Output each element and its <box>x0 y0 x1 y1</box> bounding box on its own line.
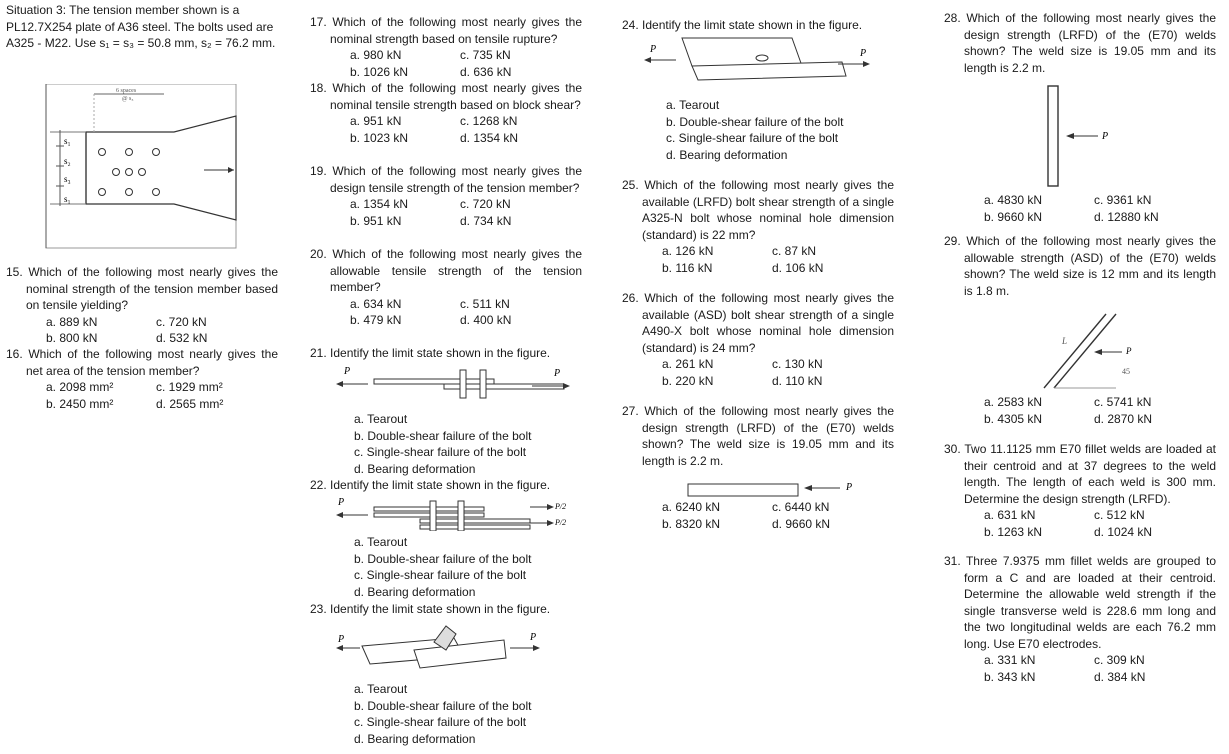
choice-c[interactable]: c. Single-shear failure of the bolt <box>354 568 527 582</box>
load-label: P <box>1126 346 1132 356</box>
length-label: L <box>1062 336 1068 346</box>
question-stem: 16. Which of the following most nearly gives the net area of the tension member? <box>6 347 278 378</box>
choice-a[interactable]: a. 6240 kN <box>662 500 721 514</box>
load-label-left: P <box>344 366 351 377</box>
choice-a[interactable]: a. 951 kN <box>350 114 402 128</box>
question-stem: 21. Identify the limit state shown in the figure. <box>310 346 551 360</box>
choice-a[interactable]: a. 261 kN <box>662 357 714 371</box>
question-27 <box>622 403 894 469</box>
load-label-right: P <box>530 632 537 643</box>
choice-d[interactable]: d. 532 kN <box>156 331 208 345</box>
choices <box>944 507 1216 540</box>
choice-b[interactable]: b. 9660 kN <box>984 209 1043 224</box>
question-30 <box>944 441 1216 540</box>
question-stem: 24. Identify the limit state shown in the figure. <box>622 18 863 32</box>
question-stem: 20. Which of the following most nearly gives the allowable tensile strength of the tension member? <box>310 247 582 294</box>
question-stem: 22. Identify the limit state shown in the figure. <box>310 478 551 492</box>
choices <box>944 652 1216 685</box>
choices <box>310 196 582 229</box>
choice-b[interactable]: b. 2450 mm² <box>46 396 114 411</box>
choice-c[interactable]: c. 735 kN <box>460 48 511 62</box>
choice-d[interactable]: d. 1024 kN <box>1094 524 1153 539</box>
question-17 <box>310 14 582 80</box>
choice-c[interactable]: c. 6440 kN <box>772 500 830 514</box>
question-16 <box>6 346 278 412</box>
choice-c[interactable]: c. 720 kN <box>156 314 207 329</box>
choice-c[interactable]: c. 9361 kN <box>1094 193 1152 207</box>
inclined-weld-figure <box>1032 308 1152 392</box>
s3-label: s₃ <box>64 174 71 184</box>
lap-joint-figure <box>334 362 574 408</box>
choice-d[interactable]: d. 106 kN <box>772 260 824 275</box>
question-21 <box>310 345 582 362</box>
choices <box>310 47 582 80</box>
load-label-left: P <box>338 497 345 508</box>
choice-c[interactable]: c. 1929 mm² <box>156 380 223 394</box>
choice-c[interactable]: c. Single-shear failure of the bolt <box>354 445 527 459</box>
question-stem: 19. Which of the following most nearly gives the design tensile strength of the tension member? <box>310 164 582 195</box>
load-label: P <box>846 482 853 493</box>
choices <box>310 113 582 146</box>
choice-c[interactable]: c. 1268 kN <box>460 114 518 128</box>
question-stem: 30. Two 11.1125 mm E70 fillet welds are loaded at their centroid and at 37 degrees to the weld length. The length of each weld is 300 mm. Determine the design strength (LRFD). <box>944 442 1216 506</box>
question-15 <box>6 264 278 347</box>
question-23 <box>310 601 582 618</box>
question-25 <box>622 177 894 276</box>
choice-b[interactable]: b. 8320 kN <box>662 516 721 531</box>
question-stem: 15. Which of the following most nearly gives the nominal strength of the tension member based on tensile yielding? <box>6 265 278 312</box>
choice-d[interactable]: d. 9660 kN <box>772 516 831 531</box>
choice-d[interactable]: d. 2870 kN <box>1094 411 1153 426</box>
choice-d[interactable]: d. 12880 kN <box>1094 209 1159 224</box>
question-22 <box>310 477 582 494</box>
choice-a[interactable]: a. 631 kN <box>984 508 1036 522</box>
choice-c[interactable]: c. 5741 kN <box>1094 395 1152 409</box>
load-label-left: P <box>338 634 345 645</box>
question-stem: 25. Which of the following most nearly gives the available (LRFD) bolt shear strength of a single A325-N bolt whose nominal hole dimension (standard) is 22 mm? <box>622 178 894 242</box>
choice-b[interactable]: b. Double-shear failure of the bolt <box>354 698 532 713</box>
choice-b[interactable]: b. 220 kN <box>662 373 714 388</box>
choices <box>622 356 894 389</box>
choice-a[interactable]: a. 1354 kN <box>350 197 409 211</box>
choice-b[interactable]: b. 343 kN <box>984 669 1036 684</box>
choice-d[interactable]: d. Bearing deformation <box>354 731 476 746</box>
choice-d[interactable]: d. 636 kN <box>460 64 512 79</box>
choices-22 <box>310 534 582 600</box>
choice-c[interactable]: c. 309 kN <box>1094 653 1145 667</box>
choices-23 <box>310 681 582 747</box>
choice-c[interactable]: c. 511 kN <box>460 296 510 311</box>
choice-a[interactable]: a. 634 kN <box>350 296 402 311</box>
angle-label: 45 <box>1122 367 1130 376</box>
question-stem: 27. Which of the following most nearly gives the design strength (LRFD) of the (E70) welds shown? The weld size is 19.05 mm and its length is 2.2 m. <box>622 404 894 468</box>
load-label-right: P <box>554 368 561 379</box>
choice-a[interactable]: a. 126 kN <box>662 244 714 258</box>
choices <box>944 394 1216 427</box>
question-stem: 18. Which of the following most nearly gives the nominal tensile strength based on block shear? <box>310 81 582 112</box>
choice-a[interactable]: a. Tearout <box>354 535 408 549</box>
spaces-label: 6 spaces <box>116 88 137 94</box>
half-load-label-top: P/2 <box>555 502 567 511</box>
choice-a[interactable]: a. 4830 kN <box>984 193 1043 207</box>
choices <box>622 499 894 532</box>
choice-c[interactable]: c. 130 kN <box>772 357 823 371</box>
choice-d[interactable]: d. 734 kN <box>460 213 512 228</box>
choice-d[interactable]: d. 2565 mm² <box>156 396 224 411</box>
load-label-left: P <box>650 44 657 55</box>
choice-a[interactable]: a. Tearout <box>354 682 408 696</box>
question-29 <box>944 233 1216 299</box>
choice-c[interactable]: c. Single-shear failure of the bolt <box>354 715 527 729</box>
choice-a[interactable]: a. 331 kN <box>984 653 1036 667</box>
choice-b[interactable]: b. 116 kN <box>662 260 713 275</box>
s1-label-bottom: s₁ <box>64 194 71 204</box>
question-26 <box>622 290 894 389</box>
choice-b[interactable]: b. Double-shear failure of the bolt <box>354 428 532 443</box>
question-stem: 31. Three 7.9375 mm fillet welds are grouped to form a C and are loaded at their centroid. Determine the allowable weld strength if the single transverse weld is 228.6 mm long and the two longitudinal welds are each 76.2 mm long. Use E70 electrodes. <box>944 554 1216 651</box>
question-31 <box>944 553 1216 685</box>
choice-d[interactable]: d. 110 kN <box>772 373 823 388</box>
choices-24 <box>622 97 894 163</box>
choice-c[interactable]: c. 512 kN <box>1094 508 1145 522</box>
question-27-choices <box>622 499 894 532</box>
tension-member-figure <box>14 84 276 252</box>
choice-c[interactable]: c. 720 kN <box>460 197 511 211</box>
choices <box>6 379 278 412</box>
choice-b[interactable]: b. 1023 kN <box>350 130 409 145</box>
choice-a[interactable]: a. 980 kN <box>350 48 402 62</box>
choice-a[interactable]: a. Tearout <box>354 412 408 426</box>
choice-d[interactable]: d. 384 kN <box>1094 669 1146 684</box>
question-19 <box>310 163 582 229</box>
choice-b[interactable]: b. 4305 kN <box>984 411 1043 426</box>
load-label-right: P <box>860 48 867 59</box>
choice-c[interactable]: c. 87 kN <box>772 244 817 258</box>
question-stem: 29. Which of the following most nearly gives the allowable strength (ASD) of the (E70) welds shown? The weld size is 12 mm and its length is 1.8 m. <box>944 234 1216 298</box>
choice-d[interactable]: d. 400 kN <box>460 313 512 327</box>
choice-b[interactable]: b. 951 kN <box>350 213 402 228</box>
choice-a[interactable]: a. Tearout <box>666 98 720 112</box>
question-20 <box>310 246 582 329</box>
choice-c[interactable]: c. Single-shear failure of the bolt <box>666 131 839 145</box>
situation-text: Situation 3: The tension member shown is a PL12.7X254 plate of A36 steel. The bolts used are A325 - M22. Use s₁ = s₃ = 50.8 mm, s₂ = 76.2 mm. <box>6 3 276 50</box>
choice-a[interactable]: a. 2583 kN <box>984 395 1043 409</box>
s2-label: s₂ <box>64 156 71 166</box>
s1-label: s₁ <box>64 136 71 146</box>
question-stem: 28. Which of the following most nearly gives the design strength (LRFD) of the (E70) welds shown? The weld size is 19.05 mm and its length is 2.2 m. <box>944 11 1216 75</box>
choices <box>622 243 894 276</box>
question-28 <box>944 10 1216 76</box>
question-29-choices <box>944 394 1216 427</box>
choice-b[interactable]: b. Double-shear failure of the bolt <box>354 551 532 566</box>
question-stem: 23. Identify the limit state shown in the figure. <box>310 602 551 616</box>
half-load-label-bottom: P/2 <box>555 518 567 527</box>
question-18 <box>310 80 582 146</box>
choice-d[interactable]: d. Bearing deformation <box>354 461 476 476</box>
question-stem: 26. Which of the following most nearly gives the available (ASD) bolt shear strength of a single A490-X bolt whose nominal hole dimension (standard) is 24 mm? <box>622 291 894 355</box>
choices <box>6 314 278 347</box>
choice-a[interactable]: a. 2098 mm² <box>46 380 114 394</box>
choice-b[interactable]: b. 800 kN <box>46 331 98 345</box>
choice-b[interactable]: b. 1026 kN <box>350 64 409 79</box>
choice-b[interactable]: b. 1263 kN <box>984 524 1043 539</box>
question-stem: 17. Which of the following most nearly gives the nominal strength based on tensile rupture? <box>310 15 582 46</box>
choices <box>310 296 582 329</box>
choices-21 <box>310 411 582 477</box>
load-label: P <box>1102 131 1109 142</box>
choices <box>944 192 1216 225</box>
choice-b[interactable]: b. Double-shear failure of the bolt <box>666 114 844 129</box>
choice-d[interactable]: d. 1354 kN <box>460 130 519 145</box>
question-28-choices <box>944 192 1216 225</box>
choice-d[interactable]: d. Bearing deformation <box>354 584 476 599</box>
plate-tearout-figure <box>334 620 574 680</box>
choice-b[interactable]: b. 479 kN <box>350 313 402 327</box>
vertical-weld-figure <box>1040 84 1160 190</box>
butt-joint-figure <box>334 495 574 531</box>
choice-a[interactable]: a. 889 kN <box>46 314 98 329</box>
bolt-shear-figure <box>642 36 882 92</box>
question-24 <box>622 17 894 34</box>
spacing-label: @ s₃ <box>122 96 134 102</box>
choice-d[interactable]: d. Bearing deformation <box>666 147 788 162</box>
